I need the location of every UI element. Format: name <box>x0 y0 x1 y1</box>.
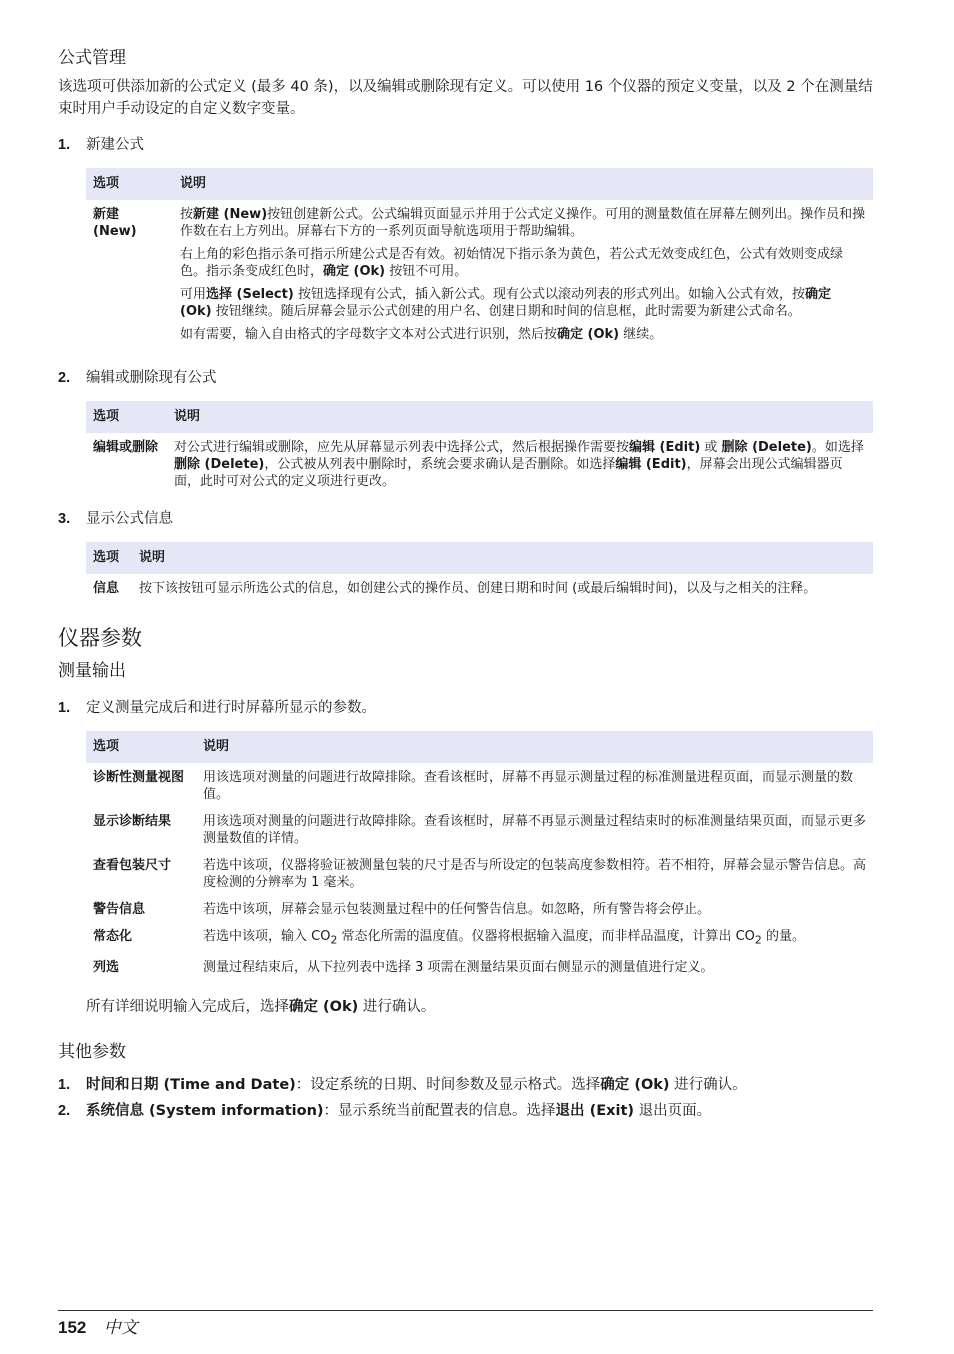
table-row <box>86 763 873 807</box>
formula-section-title: 公式管理 <box>58 48 126 68</box>
option-label: 查看包装尺寸 <box>93 858 172 873</box>
col-description: 说明 <box>196 731 873 763</box>
table-row <box>86 200 873 353</box>
table-header-row <box>86 731 873 763</box>
desc-paragraph: 如有需要，输入自由格式的字母数字文本对公式进行识别，然后按确定 (Ok) 继续。 <box>180 327 663 342</box>
step-number: 1. <box>58 137 71 153</box>
step-text: 系统信息 (System information)：显示系统当前配置表的信息。选择退出 (Exit) 退出页面。 <box>86 1102 712 1119</box>
other-params-title: 其他参数 <box>58 1041 126 1062</box>
table-row <box>86 574 873 601</box>
table-row <box>86 807 873 851</box>
desc-paragraph: 右上角的彩色指示条可指示所建公式是否有效。初始情况下指示条为黄色，若公式无效变成红色，公式有效则变成绿色。指示条变成红色时，确定 (Ok) 按钮不可用。 <box>180 247 844 279</box>
edit-formula-table <box>86 401 873 494</box>
table-row <box>86 895 873 922</box>
new-formula-table <box>86 168 873 353</box>
other-step-1 <box>58 1074 873 1096</box>
option-label: 诊断性测量视图 <box>93 770 185 785</box>
step-number: 1. <box>58 700 71 716</box>
option-label: 列选 <box>93 959 120 975</box>
step-text: 编辑或删除现有公式 <box>86 370 217 386</box>
confirm-note: 所有详细说明输入完成后，选择确定 (Ok) 进行确认。 <box>86 998 436 1015</box>
language-label: 中文 <box>103 1318 138 1338</box>
step-text: 时间和日期 (Time and Date)：设定系统的日期、时间参数及显示格式。选择确定 (Ok) 进行确认。 <box>86 1076 747 1093</box>
col-description: 说明 <box>132 542 873 574</box>
option-description <box>173 200 873 353</box>
step-number: 3. <box>58 511 71 527</box>
option-description: 用该选项对测量的问题进行故障排除。查看该框时，屏幕不再显示测量过程结束时的标准测量结果页面，而显示更多测量数值的详情。 <box>203 814 867 846</box>
table-header-row <box>86 542 873 574</box>
col-option: 选项 <box>86 542 132 574</box>
col-option: 选项 <box>86 731 196 763</box>
option-description: 对公式进行编辑或删除，应先从屏幕显示列表中选择公式，然后根据操作需要按编辑 (Edit) 或 删除 (Delete)。如选择删除 (Delete)，公式被从列表中删除时，系统会要求确认是否删除。如选择编辑 (Edit)，屏幕会出现公式编辑器页面，此时可对公式的定义项进行更改。 <box>174 440 864 489</box>
col-description: 说明 <box>173 168 873 200</box>
option-description: 若选中该项，仪器将验证被测量包装的尺寸是否与所设定的包装高度参数相符。若不相符，屏幕会显示警告信息。高度检测的分辨率为 1 毫米。 <box>203 858 867 890</box>
page-content <box>58 46 873 1122</box>
desc-paragraph: 按新建 (New)按钮创建新公式。公式编辑页面显示并用于公式定义操作。可用的测量数值在屏幕左侧列出。操作员和操作数在右上方列出。屏幕右下方的一系列页面导航选项用于帮助编辑。 <box>180 207 866 239</box>
option-label: 显示诊断结果 <box>93 814 172 829</box>
measure-step-1 <box>58 697 873 719</box>
measure-output-title: 测量输出 <box>58 661 126 681</box>
step-number: 2. <box>58 370 71 386</box>
step-number: 1. <box>58 1076 71 1093</box>
measure-output-table <box>86 731 873 980</box>
option-description: 按下该按钮可显示所选公式的信息，如创建公式的操作员、创建日期和时间 (或最后编辑时间)，以及与之相关的注释。 <box>139 581 817 596</box>
option-label: 新建 (New) <box>93 207 137 239</box>
formula-step-1 <box>58 134 873 156</box>
option-description: 若选中该项，屏幕会显示包装测量过程中的任何警告信息。如忽略，所有警告将会停止。 <box>203 902 711 917</box>
col-option: 选项 <box>86 168 173 200</box>
col-option: 选项 <box>86 401 167 433</box>
table-header-row <box>86 401 873 433</box>
page-footer <box>58 1310 873 1338</box>
step-text: 显示公式信息 <box>86 511 173 527</box>
page-number: 152 <box>58 1318 87 1337</box>
table-row <box>86 433 873 494</box>
formula-step-3 <box>58 508 873 530</box>
step-text: 新建公式 <box>86 137 144 153</box>
desc-paragraph: 可用选择 (Select) 按钮选择现有公式，插入新公式。现有公式以滚动列表的形式列出。如输入公式有效，按确定 (Ok) 按钮继续。随后屏幕会显示公式创建的用户名、创建日期和时间的信息框，此时需要为新建公式命名。 <box>180 287 831 319</box>
col-description: 说明 <box>167 401 873 433</box>
option-label: 信息 <box>93 581 120 596</box>
other-step-2 <box>58 1100 873 1122</box>
formula-info-table <box>86 542 873 601</box>
step-number: 2. <box>58 1102 71 1119</box>
formula-intro: 该选项可供添加新的公式定义 (最多 40 条)，以及编辑或删除现有定义。可以使用 16 个仪器的预定义变量，以及 2 个在测量结束时用户手动设定的自定义数字变量。 <box>58 79 873 117</box>
step-text: 定义测量完成后和进行时屏幕所显示的参数。 <box>86 700 376 716</box>
table-row <box>86 922 873 953</box>
option-label: 常态化 <box>93 929 133 944</box>
table-row <box>86 953 873 980</box>
table-header-row <box>86 168 873 200</box>
option-description: 用该选项对测量的问题进行故障排除。查看该框时，屏幕不再显示测量过程的标准测量进程页面，而显示测量的数值。 <box>203 770 854 802</box>
table-row <box>86 851 873 895</box>
option-description: 若选中该项，输入 $CO_2$ 常态化所需的温度值。仪器将根据输入温度，而非样品温度，计算出 $CO_2$ 的量。 <box>203 929 805 947</box>
instrument-section-title: 仪器参数 <box>58 626 142 650</box>
option-label: 警告信息 <box>93 902 146 917</box>
formula-step-2 <box>58 367 873 389</box>
option-label: 编辑或删除 <box>93 440 159 455</box>
option-description: 测量过程结束后，从下拉列表中选择 3 项需在测量结果页面右侧显示的测量值进行定义。 <box>203 959 714 975</box>
